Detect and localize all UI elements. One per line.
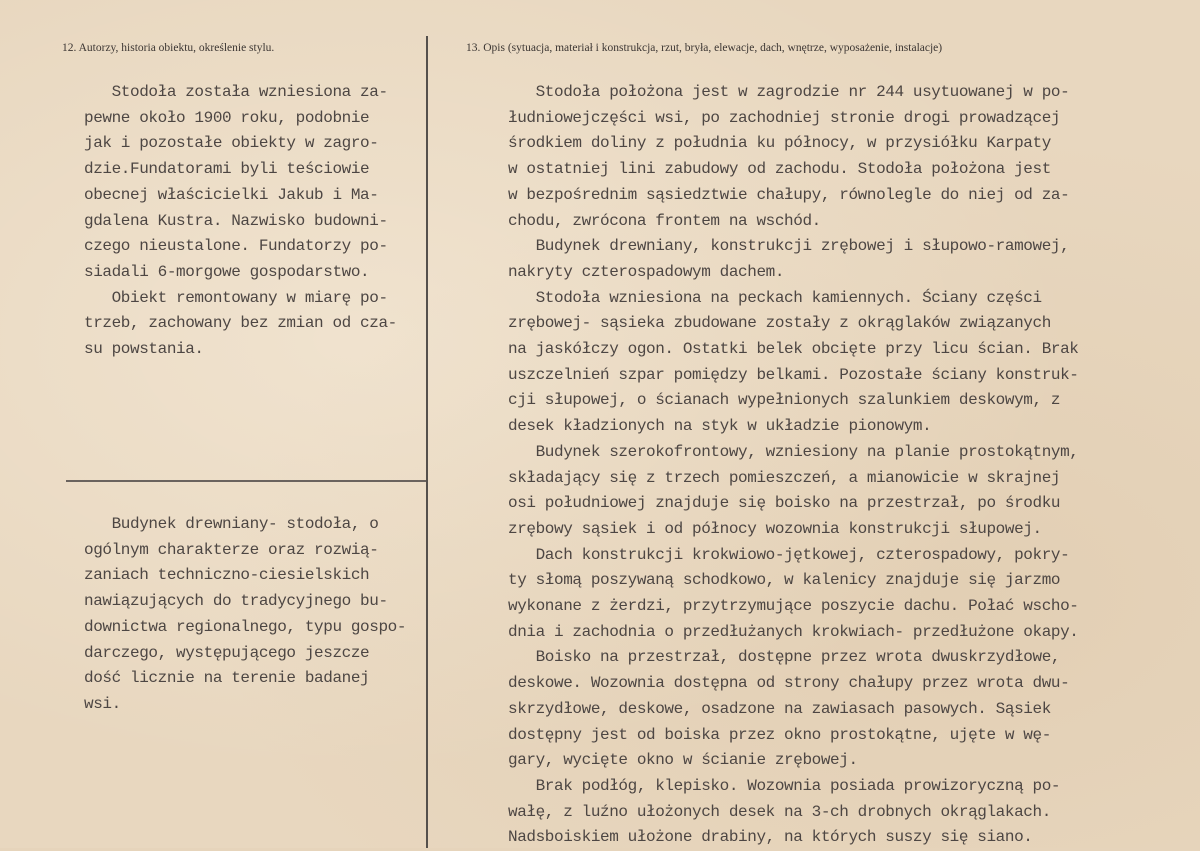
text-line: pewne około 1900 roku, podobnie [84, 108, 370, 127]
text-line: dość licznie na terenie badanej [84, 669, 370, 688]
text-line: łudniowejczęści wsi, po zachodniej stronie drogi prowadzącej [508, 108, 1061, 127]
text-line: downictwa regionalnego, typu gospo- [84, 617, 407, 636]
text-line: nawiązujących do tradycyjnego bu- [84, 592, 388, 611]
text-line: Boisko na przestrzał, dostępne przez wrota dwuskrzydłowe, [508, 648, 1061, 667]
text-line: w ostatniej lini zabudowy od zachodu. Stodoła położona jest [508, 160, 1051, 179]
text-line: gary, wycięte okno w ścianie zrębowej. [508, 751, 858, 770]
text-line: Brak podłóg, klepisko. Wozownia posiada prowizoryczną po- [508, 776, 1061, 795]
text-line: nakryty czterospadowym dachem. [508, 262, 785, 281]
text-line: środkiem doliny z południa ku północy, w przysiółku Karpaty [508, 134, 1051, 153]
heading-description: 13. Opis (sytuacja, materiał i konstrukcja, rzut, bryła, elewacje, dach, wnętrze, wyposażenie, instalacje) [466, 42, 943, 54]
text-line: na jaskółczy ogon. Ostatki belek obcięte przy licu ścian. Brak [508, 340, 1079, 359]
text-line: zaniach techniczno-ciesielskich [84, 566, 370, 585]
section-divider-horizontal [66, 480, 426, 482]
authors-history-text [84, 80, 397, 363]
text-line: Obiekt remontowany w miarę po- [84, 288, 388, 307]
style-definition-text [84, 512, 406, 718]
heading-authors-history: 12. Autorzy, historia obiektu, określenie stylu. [62, 42, 275, 54]
text-line: Budynek drewniany, konstrukcji zrębowej i słupowo-ramowej, [508, 237, 1070, 256]
text-line: cji słupowej, o ścianach wypełnionych szalunkiem deskowym, z [508, 391, 1061, 410]
column-divider-vertical [426, 36, 428, 848]
text-line: Stodoła została wzniesiona za- [84, 83, 388, 101]
text-line: Dach konstrukcji krokwiowo-jętkowej, czterospadowy, pokry- [508, 545, 1070, 564]
text-line: desek kładzionych na styk w układzie pionowym. [508, 417, 932, 436]
text-line: Stodoła położona jest w zagrodzie nr 244 usytuowanej w po- [508, 83, 1070, 101]
text-line: dnia i zachodnia o przedłużanych krokwiach- przedłużone okapy. [508, 622, 1079, 641]
text-line: skrzydłowe, deskowe, osadzone na zawiasach pasowych. Sąsiek [508, 699, 1051, 718]
text-line: w bezpośrednim sąsiedztwie chałupy, równolegle do niej od za- [508, 185, 1070, 204]
text-line: Nadsboiskiem ułożone drabiny, na których suszy się siano. [508, 828, 1033, 847]
text-line: uszczelnień szpar pomiędzy belkami. Pozostałe ściany konstruk- [508, 365, 1079, 384]
text-line: Budynek szerokofrontowy, wzniesiony na planie prostokątnym, [508, 442, 1079, 461]
text-line: składający się z trzech pomieszczeń, a mianowicie w skrajnej [508, 468, 1061, 487]
description-text [508, 80, 1079, 851]
text-line: darczego, występującego jeszcze [84, 643, 370, 662]
text-line: gdalena Kustra. Nazwisko budowni- [84, 211, 388, 230]
text-line: wykonane z żerdzi, przytrzymujące poszycie dachu. Połać wscho- [508, 597, 1079, 616]
text-line: su powstania. [84, 340, 204, 359]
text-line: wałę, z luźno ułożonych desek na 3-ch drobnych okrąglakach. [508, 802, 1051, 821]
text-line: Stodoła wzniesiona na peckach kamiennych. Ściany części [508, 288, 1042, 307]
text-line: siadali 6-morgowe gospodarstwo. [84, 262, 370, 281]
text-line: chodu, zwrócona frontem na wschód. [508, 211, 821, 230]
text-line: osi południowej znajduje się boisko na przestrzał, po środku [508, 494, 1061, 513]
text-line: Budynek drewniany- stodoła, o [84, 515, 379, 533]
text-line: dostępny jest od boiska przez okno prostokątne, ujęte w wę- [508, 725, 1051, 744]
text-line: ogólnym charakterze oraz rozwią- [84, 540, 379, 559]
text-line: zrębowy sąsiek i od północy wozownia konstrukcji słupowej. [508, 519, 1042, 538]
text-line: jak i pozostałe obiekty w zagro- [84, 134, 379, 153]
text-line: trzeb, zachowany bez zmian od cza- [84, 314, 397, 333]
text-line: obecnej właścicielki Jakub i Ma- [84, 185, 379, 204]
text-line: zrębowej- sąsieka zbudowane zostały z okrąglaków związanych [508, 314, 1051, 333]
text-line: wsi. [84, 694, 121, 713]
text-line: dzie.Fundatorami byli teściowie [84, 160, 370, 179]
text-line: czego nieustalone. Fundatorzy po- [84, 237, 388, 256]
text-line: ty słomą poszywaną schodkowo, w kalenicy znajduje się jarzmo [508, 571, 1061, 590]
text-line: deskowe. Wozownia dostępna od strony chałupy przez wrota dwu- [508, 674, 1070, 693]
